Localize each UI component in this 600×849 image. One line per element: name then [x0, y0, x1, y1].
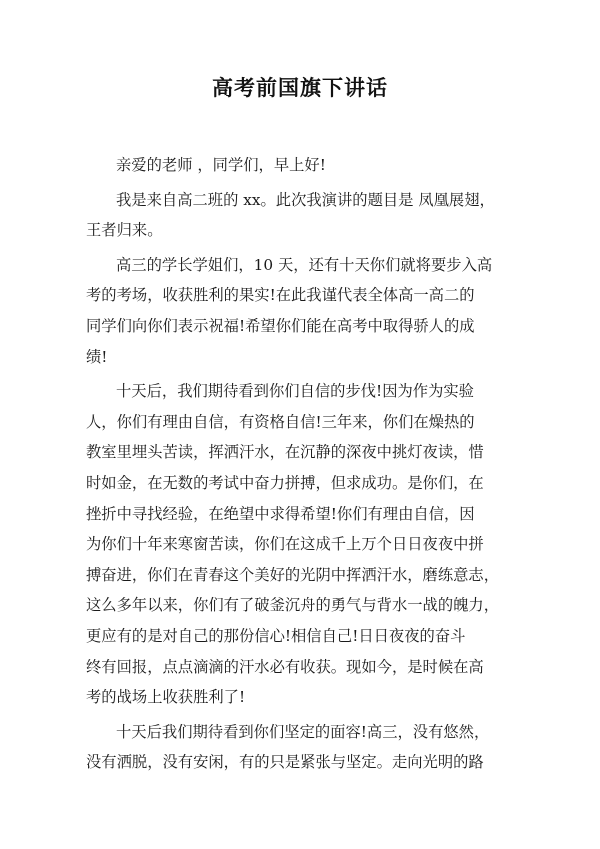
text-line: 时如金，在无数的考试中奋力拼搏，但求成功。是你们，在	[86, 473, 484, 492]
text-line: 人，你们有理由自信，有资格自信!三年来，你们在燥热的	[86, 412, 475, 431]
text-line: 王者归来。	[86, 221, 163, 240]
text-line: 我是来自高二班的 xx。此次我演讲的题目是 凤凰展翅，	[116, 190, 495, 209]
text-line: 高三的学长学姐们，10 天，还有十天你们就将要步入高	[116, 255, 493, 274]
text-line: 同学们向你们表示祝福!希望你们能在高考中取得骄人的成	[86, 316, 475, 335]
text-line: 这么多年以来，你们有了破釜沉舟的勇气与背水一战的魄力，	[86, 596, 500, 615]
text-line: 教室里埋头苦读，挥洒汗水，在沉静的深夜中挑灯夜读，惜	[86, 443, 484, 462]
text-line: 终有回报，点点滴滴的汗水必有收获。现如今，是时候在高	[86, 657, 484, 676]
text-line: 绩!	[86, 347, 108, 366]
text-line: 考的战场上收获胜利了!	[86, 688, 246, 707]
text-line: 为你们十年来寒窗苦读，你们在这成千上万个日日夜夜中拼	[86, 535, 484, 554]
text-line: 挫折中寻找经验，在绝望中求得希望!你们有理由自信，因	[86, 504, 475, 523]
text-line: 更应有的是对自己的那份信心!相信自己!日日夜夜的奋斗	[86, 626, 466, 645]
document-title: 高考前国旗下讲话	[212, 76, 388, 100]
text-line: 没有洒脱，没有安闲，有的只是紧张与坚定。走向光明的路	[86, 753, 484, 772]
text-line: 亲爱的老师 ，同学们，早上好!	[116, 156, 326, 174]
text-line: 十天后，我们期待看到你们自信的步伐!因为作为实验	[116, 382, 474, 401]
text-line: 考的考场，收获胜利的果实!在此我谨代表全体高一高二的	[86, 286, 475, 305]
document-body	[86, 150, 516, 778]
text-line: 搏奋进，你们在青春这个美好的光阴中挥洒汗水，磨练意志，	[86, 565, 500, 584]
text-line: 十天后我们期待看到你们坚定的面容!高三，没有悠然，	[116, 722, 490, 741]
